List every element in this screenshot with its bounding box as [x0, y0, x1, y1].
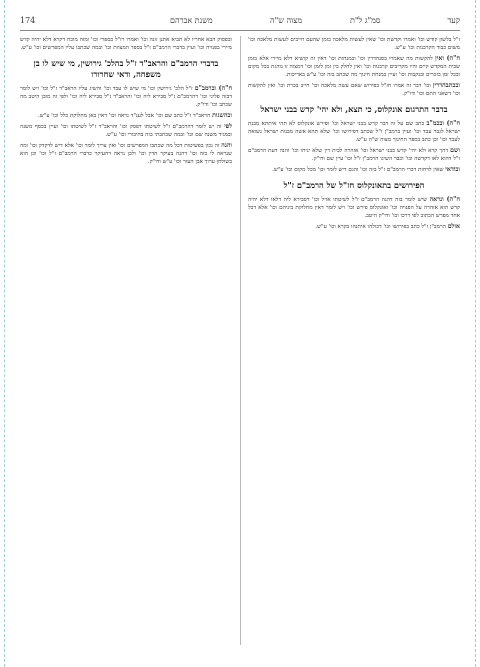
left-column — [20, 36, 232, 645]
hebrew-page-number: קעד — [447, 16, 460, 25]
paragraph: ח"ה) ובכמ"ב כתב שם על זה דבר קדש בבני ישראל וכו' ופירש אונקלוס לא תהי איתתא מבנת ישראל לגבר עבד וכו' ועיין ברמב"ן ז"ל שכתב דפירושו וכו' שלא תהא אשה מבנות ישראל נשואה לעבד וכו' וכן כתב בספר החינוך מצוה ש"ה ע"ש. — [248, 120, 460, 143]
paragraph: ח"ה) ונראה שיש לומר בזה דהנה הרמב"ם ז"ל לשיטתו אזיל וכו' דסבירא ליה דלאו דלא יהיה קדש הוא אזהרה על הפנויה וכו' ואונקלוס פירש וכו' ויש לומר דאין מחלוקת ביניהם וכו' אלא דכל אחד מפרש הכתוב לפי דרכו וכו' ודו"ק היטב. — [248, 196, 460, 219]
section-heading: בדבר התרגום אונקלוס, כי תצא, ולא יהי' קדש בבני ישראל — [260, 104, 448, 114]
paragraph: אולם הרמב"ן ז"ל כתב בפירושו וכו' דכולהו איתנהו בקרא וכו' ע"ש. — [315, 223, 460, 230]
paragraph: ובודאי שאין לדחות דברי הרמב"ם ז"ל בזה וכו' והגם דיש לומר וכו' מכל מקום וכו' ע"ש. — [272, 166, 460, 173]
header-rule — [20, 30, 460, 31]
paragraph: לפי זה יש לומר דהרמב"ם ז"ל לשיטתו דפסק וכו' והראב"ד ז"ל לשיטתו וכו' ועיין בכסף משנה ובמגיד משנה שם וכו' ובמה שכתבתי בזה בחיבורי וכו' ע"ש. — [20, 123, 232, 138]
section-heading: הפירושים בתאונקלוס חז"ל של הרמב"ם ז"ל — [283, 180, 425, 190]
chapter-ref: סמ"ג ל"ת — [350, 16, 381, 25]
paragraph: ובהשגות הראב"ד ז"ל כתב שם וכו' אבל לענ"ד נראה וכו' דאין כאן מחלוקת כלל וכו' ע"ש. — [38, 112, 232, 119]
right-dashed-border — [475, 0, 476, 667]
paragraph: ושם דהך קרא ולא יהי' קדש בבני ישראל וכו' אזהרה לבית דין שלא יניחו וכו' והנה דעת הרמב"ם ז"ל דהוא לאו דקדשה וכו' וכבר השיגו הרמב"ן ז"ל וכו' עיין שם ודו"ק. — [248, 147, 460, 162]
running-header — [20, 16, 460, 30]
column-divider — [240, 36, 241, 645]
paragraph: ח"ה) ואין להקשות מה שאמרו בסנהדרין וכו' ובמנחות וכו' דאין זה קושיא דלא מיירי אלא בזמן שבית המקדש קיים והיו מקריבים קרבנות וכו' ואין לחלק בין זמן לזמן וכו' דמצוה זו נוהגת בכל מקום ובכל זמן בזכרים ובנקבות וכו' ועיין במנחת חינוך מה שכתב בזה וכו' ע"ש באריכות. — [248, 55, 460, 78]
book-title: משנת אברהם — [170, 16, 213, 25]
page-number: 174 — [20, 16, 36, 25]
paragraph: ח"ה) וברמב"ם ז"ל הלכ' גירושין וכו' מי שיש לו עבד וכו' והשיג עליו הראב"ד ז"ל וכו' ויש לומר דבזה פליגי וכו' דהרמב"ם ז"ל סבירא ליה וכו' והראב"ד ז"ל סבירא ליה וכו' ולפי זה מובן היטב מה שכתב וכו' ודו"ק. — [20, 85, 232, 108]
section-heading: בדברי הרמב"ם והראב"ד ז"ל בהלכ' גירושין, מי שיש לו בן משפחה, ודאי שחרורו — [33, 58, 219, 79]
paragraph: ובפסוק הבא אחריו לא תביא אתנן זונה וכו' ואמרו רז"ל בספרי וכו' ומזה מוכח דקרא דלא יהיה קדש מיירי בפנויה וכו' ועיין בדברי הרמב"ם ז"ל בספר המצוות וכו' ובמה שכתבו עליו המפרשים וכו' ע"ש. — [20, 37, 232, 51]
header-subtitle: מצוה ש"ה — [270, 16, 303, 25]
left-dashed-border — [4, 0, 5, 667]
paragraph: והנה זה נכון בפשיטות דכל מה שכתבו המפרשים וכו' ואין צריך לומר וכו' אלא דיש לדקדק וכו' ומה שנראה לי בזה וכו' דהנה בעיקר הדין וכו' ולכן נראה דהעיקר כדברי הרמב"ם ז"ל וכו' וכן הוא בשולחן ערוך אבן העזר וכו' ע"ש ודו"ק. — [20, 142, 232, 165]
right-column — [248, 36, 460, 645]
paragraph: ובכתבהדרין וכו' דבר זה אמרו חז"ל בפירוש שאם עשה מלאכה וכו' חייב בכרת וכו' ואין להקשות וכו' דשאני התם וכו' ודו"ק. — [248, 82, 460, 97]
paragraph: ז"ל בלשון קודש וכו' ואמרו וקדשת וכו' שאין לעשות מלאכה בזמן שהעם חייבים לעשות מלאכה וכו' משום כבוד הקרבנות וכו' ע"ש. — [248, 37, 460, 51]
